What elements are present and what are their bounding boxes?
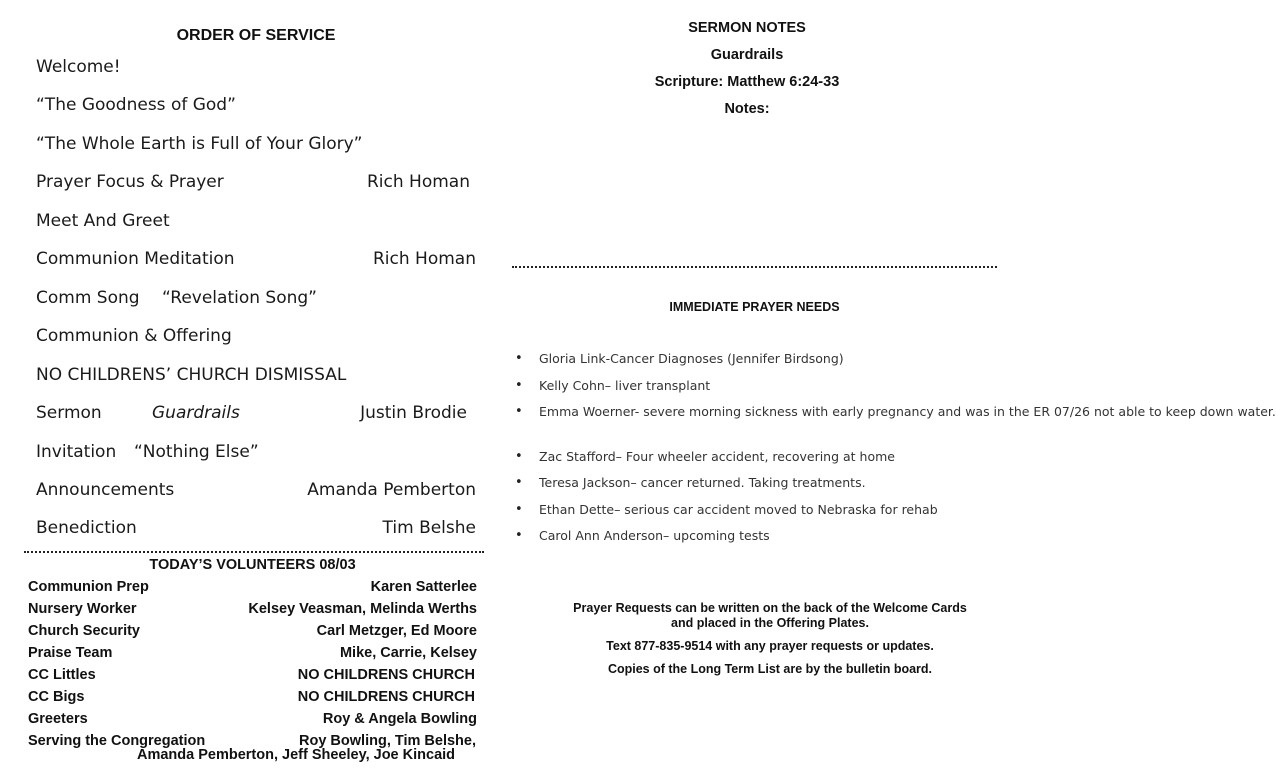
- volunteer-role: Nursery Worker: [28, 601, 137, 617]
- prayer-need-item: Emma Woerner- severe morning sickness with early pregnancy and was in the ER 07/26 not able to keep down water.: [539, 404, 1276, 419]
- volunteer-names: NO CHILDRENS CHURCH: [297, 667, 475, 683]
- service-item-label: Meet And Greet: [36, 211, 170, 231]
- sermon-notes-label: Notes:: [724, 101, 770, 117]
- volunteer-role: Greeters: [28, 711, 88, 727]
- volunteer-names: NO CHILDRENS CHURCH: [297, 689, 475, 705]
- prayer-request-instructions-1: Prayer Requests can be written on the back of the Welcome Cards: [573, 601, 967, 615]
- prayer-need-item: Teresa Jackson– cancer returned. Taking treatments.: [539, 475, 866, 490]
- order-of-service-title: ORDER OF SERVICE: [176, 27, 336, 44]
- volunteer-role: Serving the Congregation: [28, 733, 206, 749]
- sermon-title: Guardrails: [152, 403, 240, 423]
- volunteer-names: Kelsey Veasman, Melinda Werths: [248, 601, 477, 617]
- service-item-label: Sermon: [36, 403, 102, 423]
- service-item-label: Benediction: [36, 518, 137, 538]
- service-item-song-title: “Revelation Song”: [162, 288, 317, 308]
- service-item-leader: Rich Homan: [367, 172, 470, 192]
- service-item-leader: Tim Belshe: [382, 518, 476, 538]
- sermon-notes-scripture: Scripture: Matthew 6:24-33: [654, 74, 840, 90]
- prayer-need-item: Zac Stafford– Four wheeler accident, recovering at home: [539, 449, 895, 464]
- volunteer-names: Karen Satterlee: [370, 579, 477, 595]
- bullet-icon: •: [515, 351, 523, 366]
- prayer-needs-title: IMMEDIATE PRAYER NEEDS: [669, 300, 840, 314]
- volunteer-role: CC Bigs: [28, 689, 85, 705]
- service-item-song-title: “Nothing Else”: [134, 442, 259, 462]
- volunteer-names: Carl Metzger, Ed Moore: [316, 623, 477, 639]
- service-item-label: “The Goodness of God”: [36, 95, 236, 115]
- service-item-label: Prayer Focus & Prayer: [36, 172, 224, 192]
- bullet-icon: •: [515, 475, 523, 490]
- bullet-icon: •: [515, 378, 523, 393]
- volunteer-names: Mike, Carrie, Kelsey: [339, 645, 477, 661]
- prayer-need-item: Kelly Cohn– liver transplant: [539, 378, 711, 393]
- service-item-leader: Rich Homan: [373, 249, 476, 269]
- section-divider: [512, 266, 997, 268]
- service-item-label: NO CHILDRENS’ CHURCH DISMISSAL: [36, 365, 347, 385]
- service-item-label: Announcements: [36, 480, 175, 500]
- service-item-leader: Justin Brodie: [360, 403, 467, 423]
- service-item-leader: Amanda Pemberton: [307, 480, 476, 500]
- prayer-need-item: Carol Ann Anderson– upcoming tests: [539, 528, 770, 543]
- service-item-label: Communion & Offering: [36, 326, 232, 346]
- volunteer-names: Roy & Angela Bowling: [322, 711, 477, 727]
- service-item-label: Invitation: [36, 442, 117, 462]
- bullet-icon: •: [515, 502, 523, 517]
- bullet-icon: •: [515, 528, 523, 543]
- volunteer-role: Church Security: [28, 623, 140, 639]
- section-divider: [24, 551, 484, 553]
- volunteer-role: Communion Prep: [28, 579, 149, 595]
- prayer-request-instructions-2: and placed in the Offering Plates.: [671, 616, 869, 630]
- service-item-label: “The Whole Earth is Full of Your Glory”: [36, 134, 363, 154]
- volunteers-title: TODAY’S VOLUNTEERS 08/03: [149, 557, 356, 573]
- prayer-need-item: Gloria Link-Cancer Diagnoses (Jennifer Birdsong): [539, 351, 844, 366]
- volunteer-role: CC Littles: [28, 667, 96, 683]
- bullet-icon: •: [515, 449, 523, 464]
- service-item-label: Communion Meditation: [36, 249, 235, 269]
- sermon-notes-title: SERMON NOTES: [688, 20, 806, 36]
- volunteer-role: Praise Team: [28, 645, 113, 661]
- service-item-label: Welcome!: [36, 57, 121, 77]
- prayer-need-item: Ethan Dette– serious car accident moved to Nebraska for rehab: [539, 502, 938, 517]
- volunteer-names: Roy Bowling, Tim Belshe,: [299, 733, 476, 749]
- bullet-icon: •: [515, 404, 523, 419]
- sermon-notes-sermon-title: Guardrails: [710, 47, 784, 63]
- volunteer-names-continued: Amanda Pemberton, Jeff Sheeley, Joe Kincaid: [137, 747, 456, 763]
- long-term-list-note: Copies of the Long Term List are by the bulletin board.: [607, 662, 933, 676]
- service-item-label: Comm Song: [36, 288, 140, 308]
- prayer-request-text-line: Text 877-835-9514 with any prayer requests or updates.: [606, 639, 934, 653]
